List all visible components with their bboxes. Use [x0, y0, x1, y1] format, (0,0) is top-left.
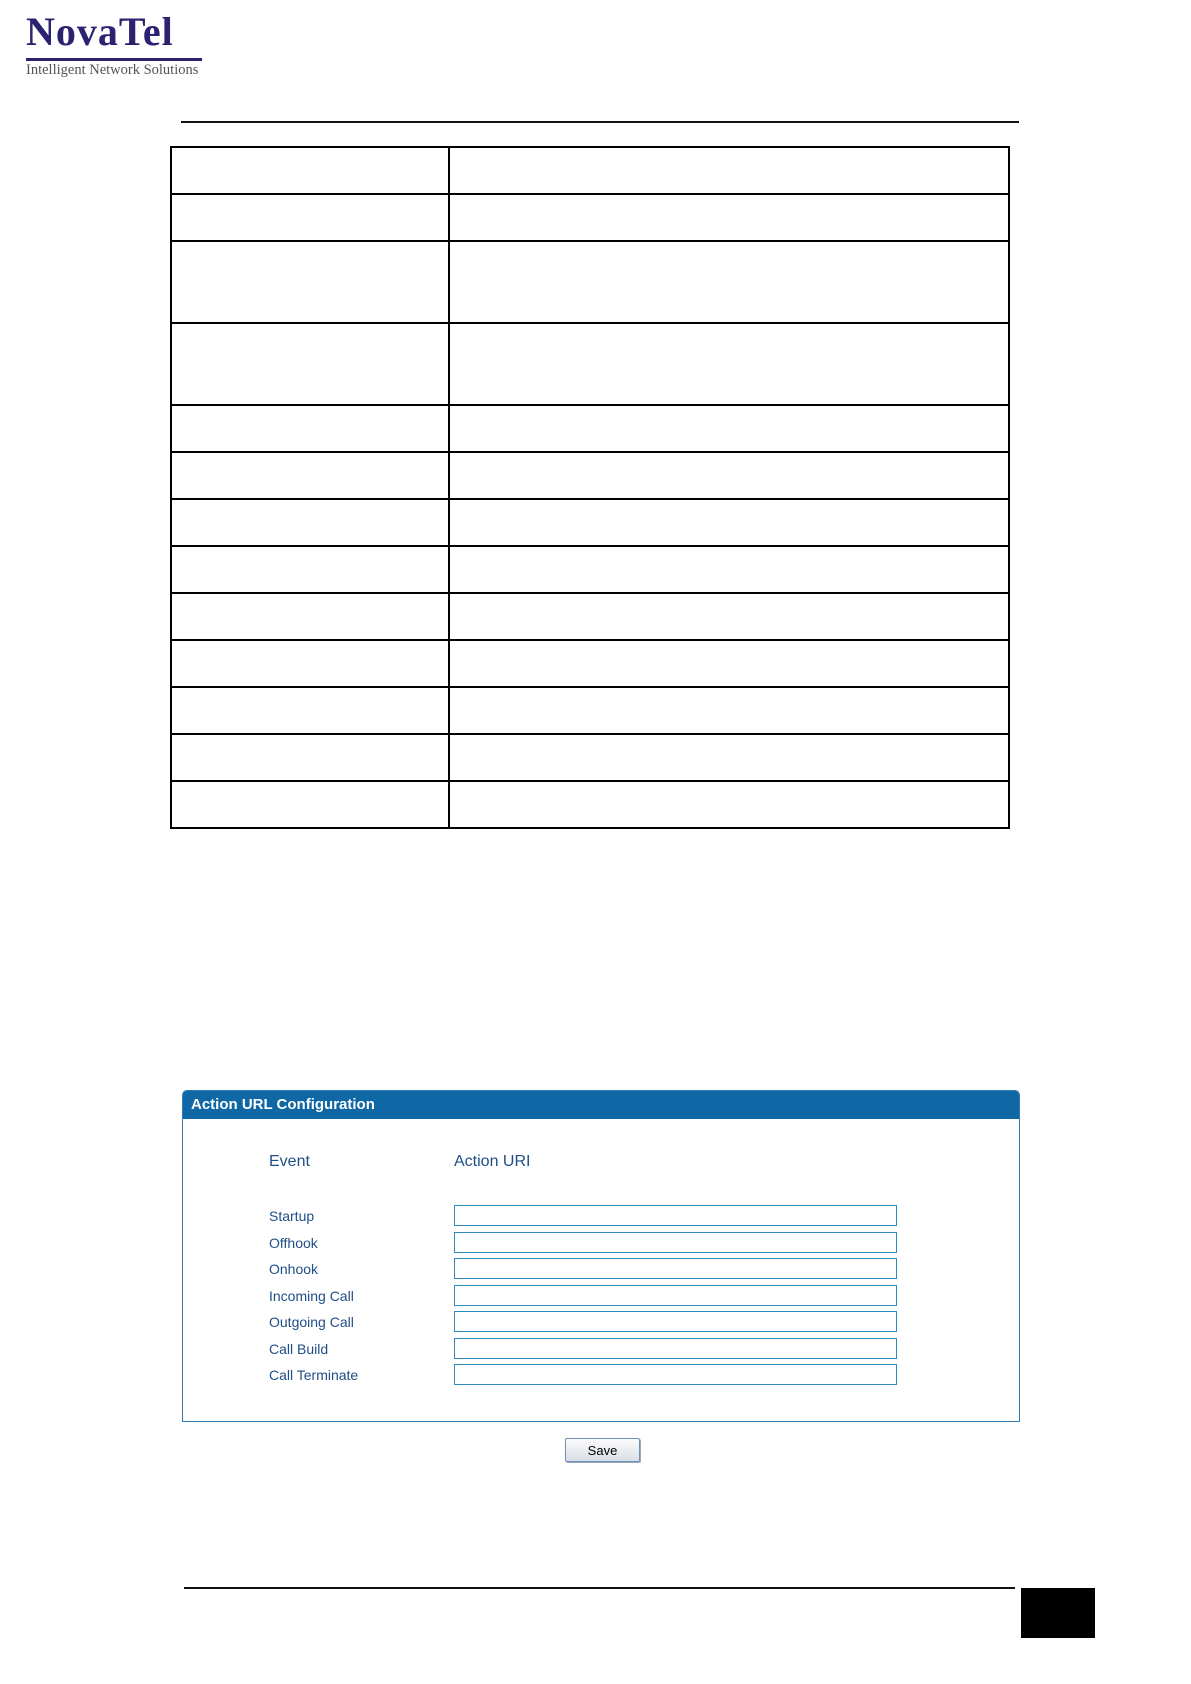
panel-title: Action URL Configuration — [183, 1091, 1019, 1119]
action-uri-column-header: Action URI — [454, 1153, 531, 1170]
table-cell — [171, 405, 449, 452]
event-label-call-terminate: Call Terminate — [269, 1367, 359, 1383]
table-cell — [449, 323, 1009, 405]
table-cell — [171, 593, 449, 640]
table-cell — [449, 687, 1009, 734]
action-url-input-call-terminate[interactable] — [454, 1364, 897, 1385]
table-row — [171, 323, 1009, 405]
table-cell — [171, 781, 449, 828]
table-cell — [449, 781, 1009, 828]
action-url-input-onhook[interactable] — [454, 1258, 897, 1279]
table-cell — [171, 194, 449, 241]
table-cell — [171, 499, 449, 546]
event-label-incoming-call: Incoming Call — [269, 1287, 354, 1304]
action-url-panel — [182, 1090, 1020, 1422]
table-row — [171, 405, 1009, 452]
event-label-startup: Startup — [269, 1208, 315, 1224]
table-row — [171, 194, 1009, 241]
table-cell — [171, 546, 449, 593]
brand-logo — [26, 9, 202, 78]
table-row — [171, 147, 1009, 194]
table-row — [171, 452, 1009, 499]
document-table — [170, 146, 1010, 829]
event-label-offhook: Offhook — [269, 1234, 318, 1251]
action-url-input-offhook[interactable] — [454, 1232, 897, 1253]
table-row — [171, 734, 1009, 781]
table-cell — [449, 734, 1009, 781]
table-cell — [171, 241, 449, 323]
action-url-input-call-build[interactable] — [454, 1338, 897, 1359]
table-cell — [449, 405, 1009, 452]
table-cell — [171, 147, 449, 194]
table-row — [171, 640, 1009, 687]
event-label-onhook: Onhook — [269, 1261, 319, 1277]
brand-name: NovaTel — [26, 9, 174, 54]
event-label-outgoing-call: Outgoing Call — [269, 1314, 354, 1330]
table-row — [171, 241, 1009, 323]
header-divider — [181, 121, 1019, 123]
table-row — [171, 687, 1009, 734]
page-number-box — [1021, 1588, 1095, 1638]
brand-rule — [26, 58, 202, 61]
footer-divider — [184, 1587, 1015, 1589]
table-cell — [171, 687, 449, 734]
table-cell — [449, 640, 1009, 687]
table-cell — [171, 452, 449, 499]
table-cell — [449, 593, 1009, 640]
event-label-call-build: Call Build — [269, 1340, 329, 1357]
save-button[interactable]: Save — [565, 1438, 640, 1462]
table-cell — [171, 323, 449, 405]
action-url-input-startup[interactable] — [454, 1205, 897, 1226]
table-cell — [449, 546, 1009, 593]
table-row — [171, 781, 1009, 828]
table-cell — [449, 452, 1009, 499]
action-url-input-outgoing-call[interactable] — [454, 1311, 897, 1332]
action-url-input-incoming-call[interactable] — [454, 1285, 897, 1306]
table-cell — [449, 194, 1009, 241]
table-row — [171, 499, 1009, 546]
table-row — [171, 546, 1009, 593]
table-cell — [449, 147, 1009, 194]
brand-tagline: Intelligent Network Solutions — [26, 62, 199, 78]
table-cell — [171, 734, 449, 781]
table-cell — [171, 640, 449, 687]
event-column-header: Event — [269, 1153, 310, 1170]
table-cell — [449, 241, 1009, 323]
table-cell — [449, 499, 1009, 546]
table-row — [171, 593, 1009, 640]
